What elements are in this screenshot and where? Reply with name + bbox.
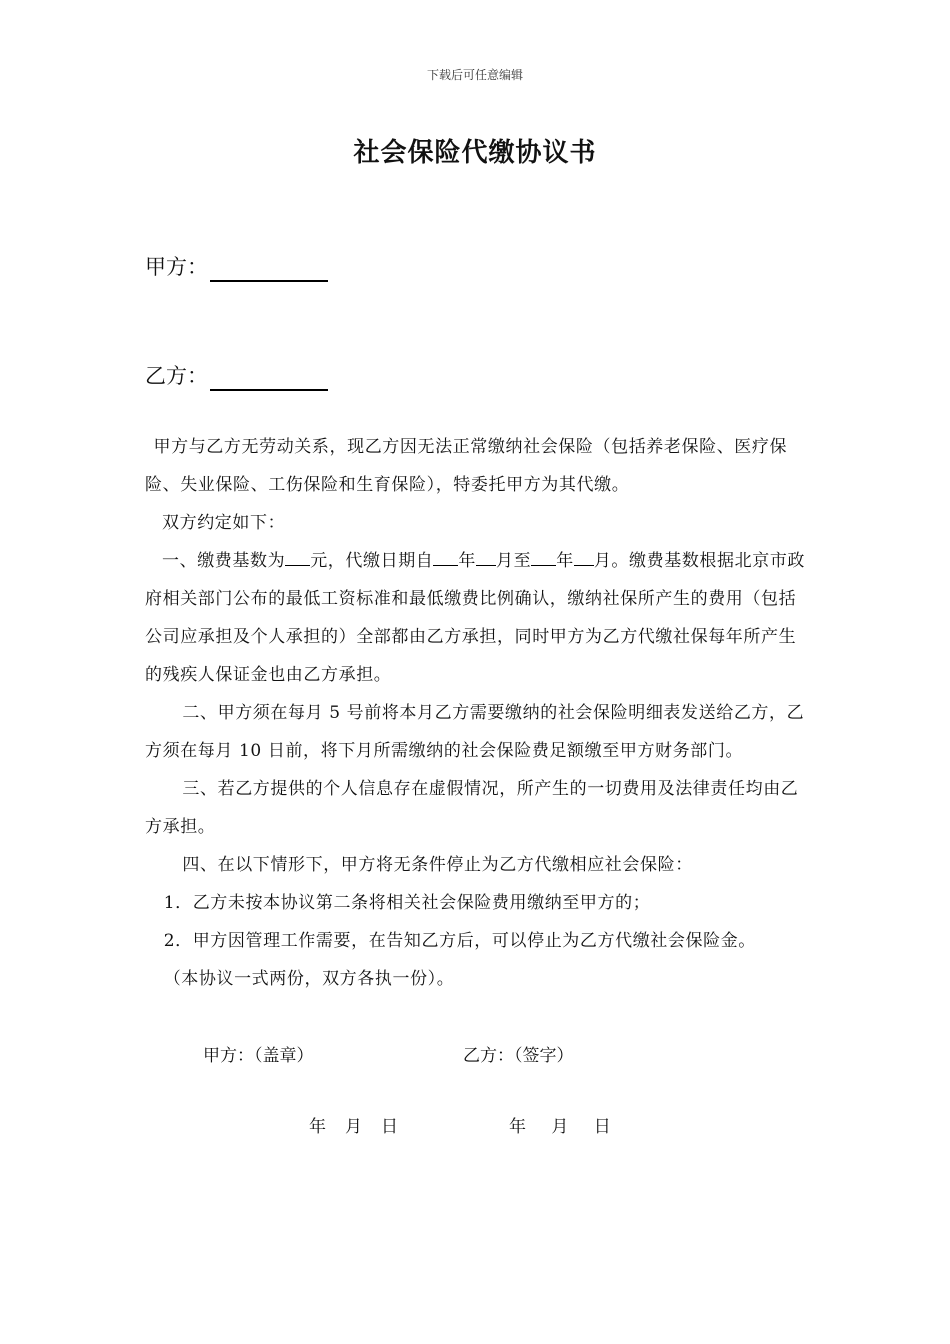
agreement-body — [145, 428, 809, 998]
clause-1-text: 元，代缴日期自 — [310, 551, 434, 571]
blank-base-amount — [285, 545, 310, 566]
blank-end-year — [531, 545, 556, 566]
clause-4-item-2: 2．甲方因管理工作需要，在告知乙方后，可以停止为乙方代缴社会保险金。 — [163, 931, 756, 951]
date-party-b: 年 月 日 — [509, 1117, 612, 1137]
party-b-blank — [210, 367, 328, 391]
party-a-label: 甲方： — [145, 255, 208, 279]
date-party-a: 年 月 日 — [309, 1117, 399, 1137]
clause-4: 四、在以下情形下，甲方将无条件停止为乙方代缴相应社会保险： — [182, 855, 693, 875]
clause-2: 二、甲方须在每月 5 号前将本月乙方需要缴纳的社会保险明细表发送给乙方，乙方须在每月 10 日前，将下月所需缴纳的社会保险费足额缴至甲方财务部门。 — [145, 703, 805, 761]
clause-1-text: 年 — [458, 551, 477, 571]
clause-1-text: 月。缴费基数根据北京市政府相关部门公布的最低工资标准和最低缴费比例确认，缴纳社保所产生的费用（包括公司应承担及个人承担的）全部都由乙方承担，同时甲方为乙方代缴社保每年所产生的残疾人保证金也由乙方承担。 — [145, 551, 806, 685]
clause-4-item-1: 1．乙方未按本协议第二条将相关社会保险费用缴纳至甲方的； — [163, 893, 651, 913]
clause-1-text: 年 — [556, 551, 574, 571]
party-b-label: 乙方： — [145, 364, 208, 388]
signature-party-b: 乙方：（签字） — [463, 1046, 574, 1066]
blank-start-month — [476, 545, 496, 566]
intro-paragraph: 甲方与乙方无劳动关系，现乙方因无法正常缴纳社会保险（包括养老保险、医疗保险、失业保险、工伤保险和生育保险），特委托甲方为其代缴。 — [145, 437, 788, 495]
blank-end-month — [574, 545, 594, 566]
header-note: 下载后可任意编辑 — [426, 68, 523, 82]
clause-1 — [145, 542, 809, 694]
party-b-line — [145, 361, 328, 391]
party-a-blank — [210, 258, 328, 282]
blank-start-year — [433, 545, 458, 566]
party-a-line — [145, 252, 328, 282]
document-title: 社会保险代缴协议书 — [353, 138, 597, 168]
closing-note: （本协议一式两份，双方各执一份）。 — [163, 969, 455, 989]
intro-agreement: 双方约定如下： — [162, 513, 286, 533]
clause-1-text: 一、缴费基数为 — [162, 551, 286, 571]
signature-party-a: 甲方：（盖章） — [203, 1046, 314, 1066]
clause-1-text: 月至 — [496, 551, 532, 571]
clause-3: 三、若乙方提供的个人信息存在虚假情况，所产生的一切费用及法律责任均由乙方承担。 — [145, 779, 799, 837]
